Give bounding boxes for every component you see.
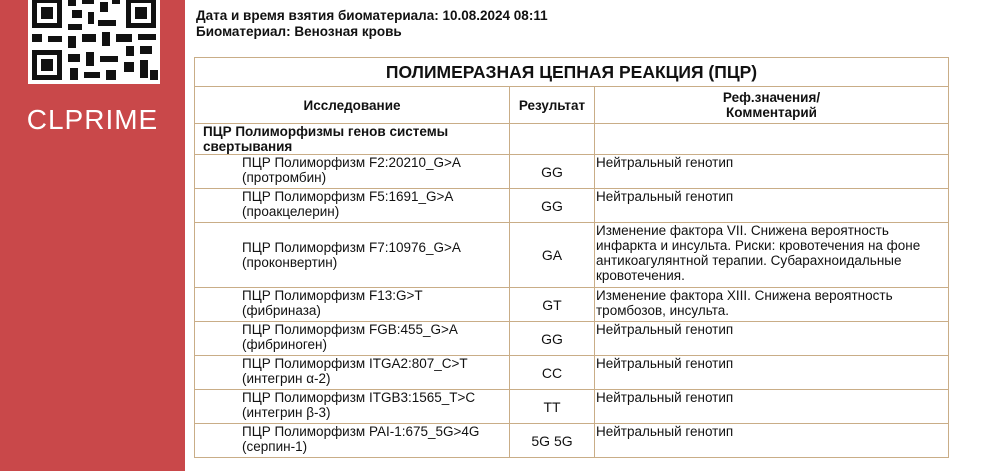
table-row bbox=[195, 155, 949, 189]
reference-cell: Нейтральный генотип bbox=[595, 322, 949, 356]
table-row bbox=[195, 189, 949, 223]
test-name-cell bbox=[195, 155, 510, 189]
group-heading: ПЦР Полиморфизмы генов системы свертывания bbox=[195, 124, 510, 155]
result-cell: 5G 5G bbox=[510, 424, 595, 458]
reference-cell: Изменение фактора VII. Снижена вероятность инфаркта и инсульта. Риски: кровотечения на фоне антикоагулянтной терапии. Субарахноидальные кровотечения. bbox=[595, 223, 949, 288]
sample-datetime: Дата и время взятия биоматериала: 10.08.2024 08:11 bbox=[196, 8, 548, 23]
reference-cell: Нейтральный генотип bbox=[595, 390, 949, 424]
test-name: ПЦР Полиморфизм F13:G>T bbox=[242, 288, 423, 303]
test-name-cell bbox=[195, 223, 510, 288]
column-header-study: Исследование bbox=[195, 87, 510, 124]
result-cell: CC bbox=[510, 356, 595, 390]
test-name: ПЦР Полиморфизм F7:10976_G>A bbox=[242, 240, 461, 255]
sample-material: Биоматериал: Венозная кровь bbox=[196, 24, 402, 39]
test-name-cell bbox=[195, 322, 510, 356]
group-result-empty bbox=[510, 124, 595, 155]
test-subname: (серпин-1) bbox=[242, 439, 308, 454]
result-cell: GT bbox=[510, 288, 595, 322]
column-header-reference-line1: Реф.значения/ bbox=[722, 90, 821, 105]
test-name-cell bbox=[195, 390, 510, 424]
result-cell: GG bbox=[510, 155, 595, 189]
test-name: ПЦР Полиморфизм PAI-1:675_5G>4G bbox=[242, 424, 480, 439]
table-row bbox=[195, 390, 949, 424]
test-name: ПЦР Полиморфизм FGB:455_G>A bbox=[242, 322, 458, 337]
table-row bbox=[195, 322, 949, 356]
table-row bbox=[195, 424, 949, 458]
table-title: ПОЛИМЕРАЗНАЯ ЦЕПНАЯ РЕАКЦИЯ (ПЦР) bbox=[195, 58, 949, 87]
test-name: ПЦР Полиморфизм ITGA2:807_C>T bbox=[242, 356, 468, 371]
reference-cell: Нейтральный генотип bbox=[595, 189, 949, 223]
column-header-result: Результат bbox=[510, 87, 595, 124]
qr-code-icon bbox=[28, 0, 160, 84]
test-name: ПЦР Полиморфизм F2:20210_G>A bbox=[242, 155, 461, 170]
test-subname: (проакцелерин) bbox=[242, 204, 340, 219]
result-cell: GG bbox=[510, 189, 595, 223]
test-subname: (интегрин β-3) bbox=[242, 405, 331, 420]
test-name-cell bbox=[195, 424, 510, 458]
results-table bbox=[194, 57, 949, 458]
table-row bbox=[195, 223, 949, 288]
brand-logo: CLPRIME bbox=[26, 104, 159, 135]
result-cell: GA bbox=[510, 223, 595, 288]
group-ref-empty bbox=[595, 124, 949, 155]
test-name: ПЦР Полиморфизм F5:1691_G>A bbox=[242, 189, 454, 204]
reference-cell: Нейтральный генотип bbox=[595, 356, 949, 390]
brand-sidebar bbox=[0, 0, 185, 471]
results-sheet bbox=[194, 57, 948, 458]
test-subname: (проконвертин) bbox=[242, 255, 338, 270]
column-header-reference bbox=[595, 87, 949, 124]
reference-cell: Нейтральный генотип bbox=[595, 155, 949, 189]
test-subname: (фибриноген) bbox=[242, 337, 327, 352]
table-row bbox=[195, 356, 949, 390]
reference-cell: Изменение фактора XIII. Снижена вероятность тромбозов, инсульта. bbox=[595, 288, 949, 322]
result-cell: GG bbox=[510, 322, 595, 356]
sample-info bbox=[196, 8, 548, 40]
test-name: ПЦР Полиморфизм ITGB3:1565_T>C bbox=[242, 390, 476, 405]
test-subname: (интегрин α-2) bbox=[242, 371, 331, 386]
reference-cell: Нейтральный генотип bbox=[595, 424, 949, 458]
column-header-reference-line2: Комментарий bbox=[726, 105, 817, 120]
test-subname: (протромбин) bbox=[242, 170, 327, 185]
test-name-cell bbox=[195, 189, 510, 223]
test-name-cell bbox=[195, 356, 510, 390]
table-row bbox=[195, 288, 949, 322]
test-name-cell bbox=[195, 288, 510, 322]
test-subname: (фибриназа) bbox=[242, 303, 321, 318]
result-cell: TT bbox=[510, 390, 595, 424]
